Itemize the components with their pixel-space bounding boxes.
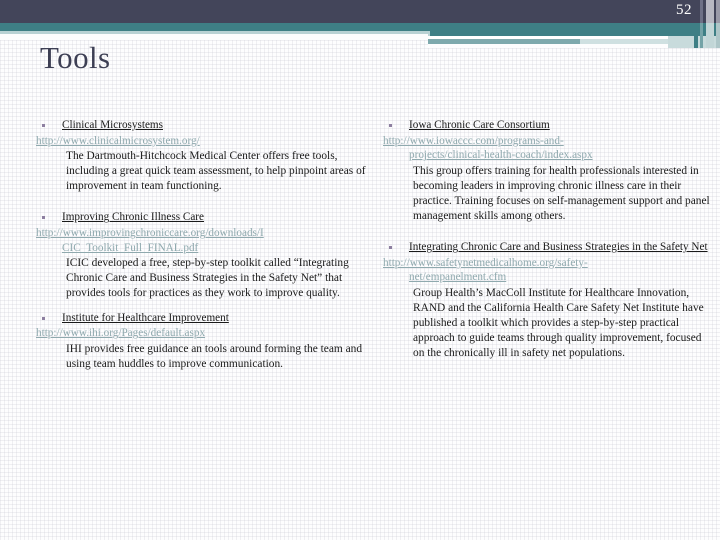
vertical-stripe-lower-4	[716, 23, 720, 48]
description-text: ICIC developed a free, step-by-step toolkit called “Integrating Chronic Care and Business Strategies in the Safety Net” that provides tools for practices as they work to improve quality.	[66, 257, 349, 300]
list-item	[383, 240, 714, 361]
resource-link[interactable]	[36, 326, 367, 341]
resource-title: Improving Chronic Illness Care	[62, 211, 204, 224]
resource-description	[36, 342, 367, 372]
list-item	[36, 118, 367, 194]
url-line-1: http://www.ihi.org/Pages/default.aspx	[36, 327, 206, 340]
url-line-1: http://www.improvingchroniccare.org/downloads/I	[36, 227, 264, 240]
resource-link[interactable]	[36, 226, 367, 255]
resource-description	[36, 149, 367, 194]
page-number: 52	[676, 2, 692, 18]
description-text: Group Health’s MacColl Institute for Healthcare Innovation, RAND and the California Health Care Safety Net Institute have published a toolkit which provides a step-by-step practical	[413, 287, 704, 330]
resource-title: Iowa Chronic Care Consortium	[409, 119, 550, 131]
page-title: Tools	[40, 40, 111, 75]
spacer	[36, 203, 367, 210]
list-item	[36, 210, 367, 301]
resource-title: Integrating Chronic Care and Business Strategies in the Safety Net	[409, 241, 708, 254]
bullet-heading	[36, 311, 367, 326]
right-column	[383, 118, 720, 381]
url-line-2: projects/clinical-health-coach/index.aspx	[409, 149, 593, 162]
resource-link[interactable]	[36, 134, 367, 149]
description-text: This group offers training for health professionals interested in becoming leaders in improving chronic illness care in their practice. Training focuses on self-management support and panel management skills among others.	[413, 164, 710, 223]
resource-description	[383, 164, 714, 224]
resource-description	[36, 256, 367, 301]
vertical-stripe-lower-2	[700, 23, 703, 48]
description-text: The Dartmouth-Hitchcock Medical Center offers free tools, including a great quick team assessment, to help pinpoint areas of improvement in team functioning.	[66, 150, 366, 193]
left-column	[36, 118, 373, 381]
description-text-continued: approach to guide teams through quality improvement, focused on the chronically ill in safety net populations.	[413, 332, 702, 360]
url-line-2: net/empanelment.cfm	[409, 271, 507, 284]
bullet-heading	[383, 240, 714, 255]
vertical-stripe-lower-1	[694, 23, 698, 48]
resource-description	[383, 286, 714, 361]
vertical-stripe-lower-3	[706, 23, 714, 48]
url-line-2: CIC_Toolkit_Full_FINAL.pdf	[62, 241, 199, 254]
url-line-1: http://www.safetynetmedicalhome.org/safety-	[383, 256, 588, 269]
list-item	[383, 118, 714, 224]
spacer	[383, 233, 714, 240]
bullet-heading	[36, 210, 367, 225]
description-text: IHI provides free guidance an tools around forming the team and using team huddles to improve communication.	[66, 342, 363, 370]
bullet-heading	[36, 118, 367, 133]
url-line-1: http://www.iowaccc.com/programs-and-	[383, 134, 564, 147]
resource-link[interactable]	[383, 256, 714, 285]
resource-title: Clinical Microsystems	[62, 119, 163, 131]
content-columns	[0, 118, 720, 381]
resource-title: Institute for Healthcare Improvement	[62, 311, 229, 324]
header-dark-band	[0, 0, 720, 23]
bullet-heading	[383, 118, 714, 133]
list-item	[36, 311, 367, 372]
accent-bar-white-lower	[428, 44, 670, 48]
url-line-1: http://www.clinicalmicrosystem.org/	[36, 134, 200, 147]
resource-link[interactable]	[383, 134, 714, 163]
